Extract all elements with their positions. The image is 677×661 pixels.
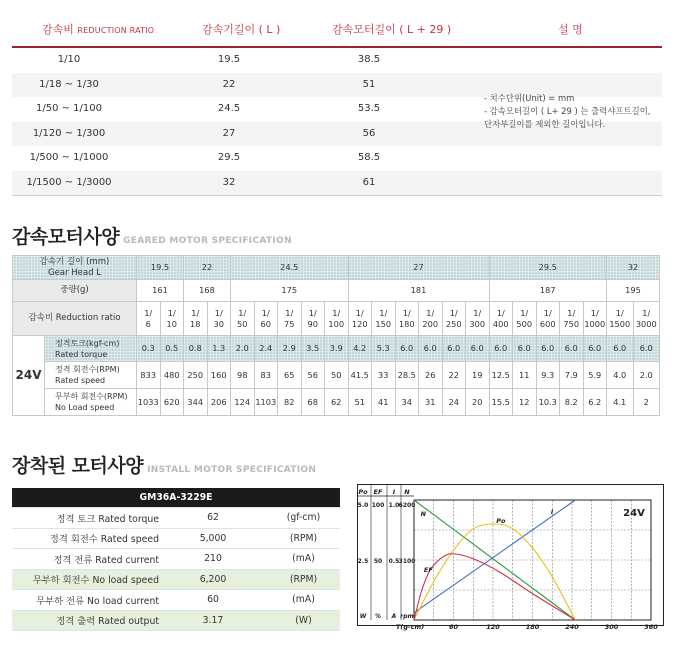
reduction-table-header [12,12,662,48]
rated-speed-value: 9.3 [536,362,560,389]
install-label: 무부하 전류 No load current [12,590,159,611]
x-tick-label: 60 [448,623,459,631]
noload-speed-value: 34 [395,389,419,416]
ratio-value: 1/ 250 [442,302,466,336]
model-name: GM36A-3229E [12,488,340,508]
noload-speed-value: 10.3 [536,389,560,416]
header-motor-length: 감속모터길이 ( L + 29 ) [332,23,452,36]
install-value: 6,200 [159,569,267,590]
rated-torque-value: 6.0 [419,336,443,362]
rated-speed-value: 160 [207,362,231,389]
y-header: N [404,488,410,496]
rated-torque-label: 정격토크(kgf-cm) Rated torque [45,336,137,362]
motor-length-cell: 38.5 [357,54,381,65]
x-tick-label: 180 [525,623,540,631]
geared-section-title: 감속모터사양 GEARED MOTOR SPECIFICATION [12,226,292,248]
rated-torque-value: 6.0 [489,336,513,362]
rated-torque-value: 0.8 [184,336,208,362]
x-tick-label: 240 [565,623,579,631]
ratio-cell: 1/50 ~ 1/100 [35,103,103,114]
note-line: - 치수단위(Unit) = mm [484,93,575,103]
ratio-value: 1/ 100 [325,302,349,336]
rated-torque-value: 3.5 [301,336,325,362]
reduction-row [12,146,662,171]
rated-torque-value: 6.0 [607,336,634,362]
header-gear-length: 감속기길이 ( L ) [202,23,281,36]
rated-speed-value: 98 [231,362,255,389]
ratio-value: 1/ 18 [184,302,208,336]
gear-head-value: 22 [184,256,231,280]
weight-value: 187 [489,280,607,302]
gear-head-value: 32 [607,256,660,280]
install-label: 정격 전류 Rated current [12,549,159,570]
noload-speed-value: 20 [466,389,490,416]
rated-torque-value: 6.0 [633,336,660,362]
weight-value: 161 [137,280,184,302]
ratio-value: 1/ 500 [513,302,537,336]
y-mid-label: 3100 [398,558,416,565]
rated-speed-value: 833 [137,362,161,389]
x-tick-label: 120 [486,623,500,631]
y-top-label: 6200 [398,502,416,509]
install-unit: (RPM) [267,528,340,549]
ratio-value: 1/ 150 [372,302,396,336]
rated-speed-value: 56 [301,362,325,389]
ratio-value: 1/ 180 [395,302,419,336]
ratio-cell: 1/10 [57,54,81,65]
install-label: 정격 토크 Rated torque [12,508,159,529]
rated-speed-value: 2.0 [633,362,660,389]
ratio-value: 1/ 1000 [583,302,607,336]
install-value: 3.17 [159,610,267,631]
ratio-cell: 1/120 ~ 1/300 [32,127,106,139]
x-axis-label: T(g-cm) [395,623,425,631]
ratio-value: 1/ 50 [231,302,255,336]
y-unit-label: % [374,613,382,620]
y-header: I [392,488,396,496]
ratio-cell: 1/18 ~ 1/30 [39,78,99,90]
weight-value: 181 [348,280,489,302]
ratio-value: 1/ 600 [536,302,560,336]
noload-speed-label: 무부하 회전수(RPM) No Load speed [45,389,137,416]
rated-torque-value: 6.0 [466,336,490,362]
rated-speed-value: 33 [372,362,396,389]
install-unit: (W) [267,610,340,631]
y-mid-label: 50 [373,558,383,565]
noload-speed-value: 1103 [254,389,278,416]
gear-length-cell: 22 [222,78,236,90]
ratio-value: 1/ 75 [278,302,302,336]
y-unit-label: W [359,613,367,620]
rated-torque-value: 6.0 [536,336,560,362]
rated-speed-value: 7.9 [560,362,584,389]
note-line: 단자부길이를 제외한 길이입니다. [484,119,606,129]
voltage-label: 24V [13,336,45,416]
rated-speed-value: 5.9 [583,362,607,389]
y-top-label: 5.0 [357,502,369,509]
series-label: Po [496,517,506,525]
ratio-value: 1/ 120 [348,302,372,336]
noload-speed-value: 206 [207,389,231,416]
ratio-value: 1/ 3000 [633,302,660,336]
install-label: 정격 출력 Rated output [12,610,159,631]
ratio-value: 1/ 400 [489,302,513,336]
performance-chart [357,484,667,644]
rated-speed-value: 41.5 [348,362,372,389]
install-row [12,590,340,611]
x-tick-label: 300 [604,623,619,631]
y-mid-label: 2.5 [357,558,369,565]
weight-value: 175 [231,280,349,302]
noload-speed-value: 6.2 [583,389,607,416]
install-value: 62 [159,508,267,529]
rated-torque-value: 2.4 [254,336,278,362]
noload-speed-value: 2 [633,389,660,416]
y-unit-label: A [391,613,397,620]
ratio-value: 1/ 90 [301,302,325,336]
install-row [12,508,340,529]
ratio-value: 1/ 1500 [607,302,634,336]
weight-value: 195 [607,280,660,302]
rated-torque-value: 1.3 [207,336,231,362]
gear-head-value: 19.5 [137,256,184,280]
install-label: 무부하 회전수 No load speed [12,569,159,590]
install-section-title: 장착된 모터사양 INSTALL MOTOR SPECIFICATION [12,455,317,477]
y-top-label: 100 [371,502,385,509]
motor-length-cell: 51 [362,78,376,90]
gear-length-cell: 32 [222,176,236,188]
ratio-value: 1/ 200 [419,302,443,336]
gear-head-value: 24.5 [231,256,349,280]
rated-torque-value: 6.0 [513,336,537,362]
install-row [12,549,340,570]
rated-speed-label: 정격 회전수(RPM) Rated speed [45,362,137,389]
noload-speed-value: 1033 [137,389,161,416]
gear-length-cell: 27 [222,127,236,139]
ratio-value: 1/ 750 [560,302,584,336]
noload-speed-value: 4.1 [607,389,634,416]
gear-head-value: 29.5 [489,256,607,280]
noload-speed-value: 68 [301,389,325,416]
ratio-cell: 1/500 ~ 1/1000 [29,152,109,163]
noload-speed-value: 8.2 [560,389,584,416]
rated-torque-value: 6.0 [583,336,607,362]
y-header: Po [358,488,368,496]
rated-torque-value: 5.3 [372,336,396,362]
ratio-value: 1/ 300 [466,302,490,336]
motor-length-cell: 61 [362,176,376,188]
rated-speed-value: 50 [325,362,349,389]
rated-speed-value: 28.5 [395,362,419,389]
install-value: 210 [159,549,267,570]
y-header: EF [373,488,383,496]
rated-torque-value: 6.0 [395,336,419,362]
noload-speed-value: 24 [442,389,466,416]
noload-speed-value: 344 [184,389,208,416]
install-row [12,569,340,590]
motor-length-cell: 53.5 [357,103,381,114]
rated-speed-value: 11 [513,362,537,389]
install-label: 정격 회전수 Rated speed [12,528,159,549]
noload-speed-value: 12 [513,389,537,416]
rated-speed-value: 480 [160,362,184,389]
series-label: I [550,508,554,516]
geared-spec-table [12,255,660,416]
noload-speed-value: 41 [372,389,396,416]
install-value: 5,000 [159,528,267,549]
x-tick-label: 360 [644,623,658,631]
note-line: - 감속모터길이 ( L+ 29 ) 는 출력샤프트길이, [484,106,651,116]
noload-speed-value: 124 [231,389,255,416]
y-mid-label: 0.5 [388,558,400,565]
weight-value: 168 [184,280,231,302]
rated-speed-value: 65 [278,362,302,389]
rated-speed-value: 19 [466,362,490,389]
install-unit: (mA) [267,549,340,570]
noload-speed-value: 62 [325,389,349,416]
rated-torque-value: 0.5 [160,336,184,362]
ratio-value: 1/ 30 [207,302,231,336]
noload-speed-value: 31 [419,389,443,416]
install-unit: (RPM) [267,569,340,590]
rated-speed-value: 26 [419,362,443,389]
install-unit: (mA) [267,590,340,611]
install-row [12,528,340,549]
rated-torque-value: 6.0 [560,336,584,362]
dimension-notes [484,92,674,131]
y-top-label: 1.0 [388,502,400,509]
install-value: 60 [159,590,267,611]
gear-length-cell: 29.5 [217,152,241,163]
gear-length-cell: 19.5 [217,54,241,65]
motor-length-cell: 58.5 [357,152,381,163]
noload-speed-value: 15.5 [489,389,513,416]
reduction-row [12,171,662,196]
rated-speed-value: 22 [442,362,466,389]
noload-speed-value: 620 [160,389,184,416]
rated-speed-value: 83 [254,362,278,389]
noload-speed-value: 51 [348,389,372,416]
gear-head-label: 감속기 길이 (mm) Gear Head L [13,256,137,280]
ratio-value: 1/ 10 [160,302,184,336]
gear-length-cell: 24.5 [217,103,241,114]
rated-torque-value: 2.9 [278,336,302,362]
rated-torque-value: 3.9 [325,336,349,362]
series-label: N [420,510,427,518]
rated-speed-value: 12.5 [489,362,513,389]
rated-torque-value: 6.0 [442,336,466,362]
noload-speed-value: 82 [278,389,302,416]
rated-speed-value: 250 [184,362,208,389]
series-label: EF [423,566,433,574]
install-unit: (gf-cm) [267,508,340,529]
install-row [12,610,340,631]
rated-torque-value: 0.3 [137,336,161,362]
motor-length-cell: 56 [362,127,376,139]
rated-speed-value: 4.0 [607,362,634,389]
header-description: 설 명 [558,23,583,36]
install-spec-table [12,488,340,631]
reduction-row [12,48,662,73]
gear-head-value: 27 [348,256,489,280]
ratio-cell: 1/1500 ~ 1/3000 [26,176,112,188]
ratio-value: 1/ 60 [254,302,278,336]
ratio-value: 1/ 6 [137,302,161,336]
ratio-label: 감속비 Reduction ratio [13,302,137,336]
rated-torque-value: 2.0 [231,336,255,362]
y-unit-label: rpm [400,613,414,620]
rated-torque-value: 4.2 [348,336,372,362]
header-ratio: 감속비 REDUCTION RATIO [42,23,155,36]
weight-label: 중량(g) [13,280,137,302]
voltage-label: 24V [623,508,645,519]
